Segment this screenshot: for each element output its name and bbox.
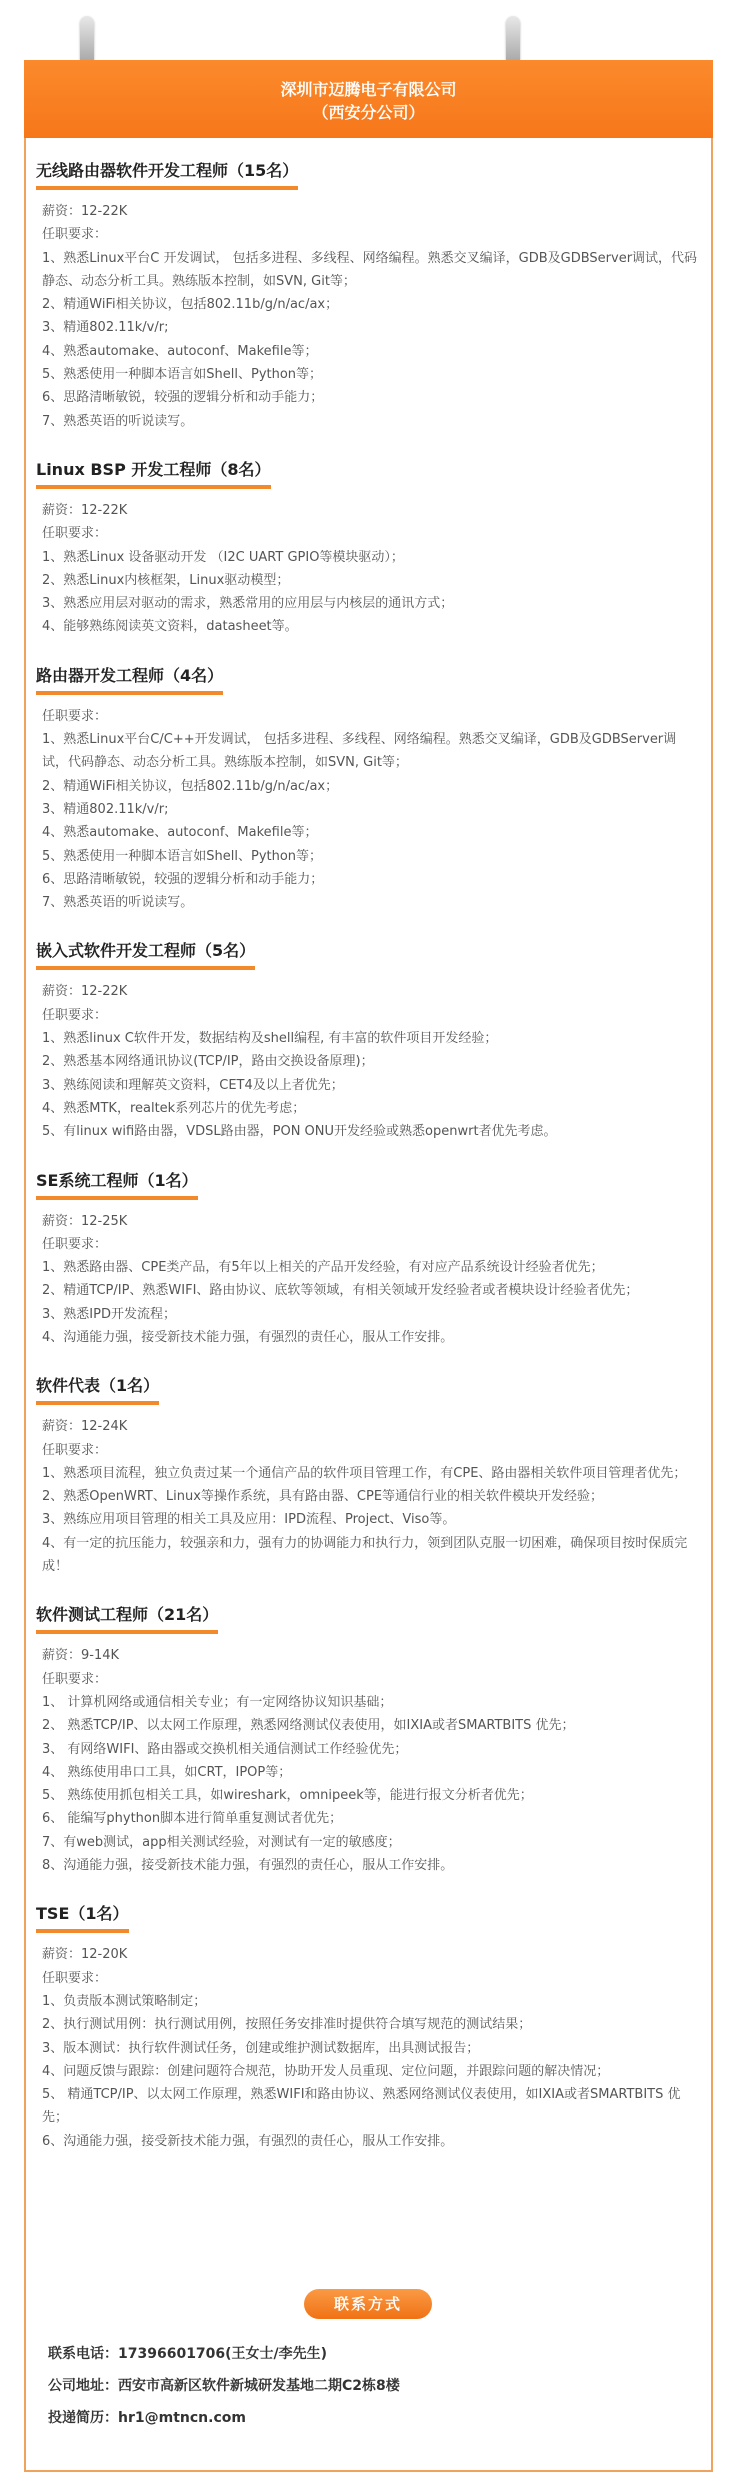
job-title: 路由器开发工程师（4名） — [36, 659, 223, 695]
requirement-line: 薪资：12-22K — [42, 502, 128, 518]
job-section — [36, 148, 701, 433]
requirement-line: 4、 熟练使用串口工具，如CRT，IPOP等； — [42, 1764, 292, 1780]
requirement-line: 3、熟悉IPD开发流程； — [42, 1306, 176, 1322]
requirement-line: 1、负责版本测试策略制定； — [42, 1993, 207, 2009]
requirement-line: 薪资：12-20K — [42, 1947, 128, 1963]
requirement-line: 任职要求： — [42, 708, 108, 724]
requirement-line: 任职要求： — [42, 1007, 108, 1023]
job-requirements — [36, 200, 701, 433]
requirement-line: 3、熟练阅读和理解英文资料，CET4及以上者优先； — [42, 1077, 344, 1093]
requirement-line: 薪资：9-14K — [42, 1648, 120, 1664]
requirement-line: 任职要求： — [42, 1671, 108, 1687]
requirement-line: 4、熟悉automake、autoconf、Makefile等； — [42, 825, 318, 841]
requirement-line: 薪资：12-24K — [42, 1419, 128, 1435]
requirement-line: 4、能够熟练阅读英文资料，datasheet等。 — [42, 619, 298, 635]
job-section — [36, 1891, 701, 2153]
job-title: 嵌入式软件开发工程师（5名） — [36, 934, 255, 970]
requirement-line: 3、熟练应用项目管理的相关工具及应用：IPD流程、Project、Viso等。 — [42, 1512, 456, 1528]
job-title: SE系统工程师（1名） — [36, 1164, 198, 1200]
requirement-line: 2、 熟悉TCP/IP、以太网工作原理，熟悉网络测试仪表使用，如IXIA或者SMARTBITS 优先； — [42, 1718, 575, 1734]
requirement-line: 2、精通WiFi相关协议，包括802.11b/g/n/ac/ax； — [42, 297, 339, 313]
job-title: 软件代表（1名） — [36, 1369, 159, 1405]
job-title: 软件测试工程师（21名） — [36, 1598, 218, 1634]
requirement-line: 5、有linux wifi路由器，VDSL路由器，PON ONU开发经验或熟悉openwrt者优先考虑。 — [42, 1124, 557, 1140]
job-requirements — [36, 1210, 701, 1350]
contact-address: 公司地址：西安市高新区软件新城研发基地二期C2栋8楼 — [48, 2378, 400, 2394]
job-section — [36, 1592, 701, 1877]
requirement-line: 3、熟悉应用层对驱动的需求，熟悉常用的应用层与内核层的通讯方式； — [42, 596, 454, 612]
job-requirements — [36, 499, 701, 639]
requirement-line: 任职要求： — [42, 1970, 108, 1986]
job-requirements — [36, 1415, 701, 1578]
job-title: Linux BSP 开发工程师（8名） — [36, 453, 271, 489]
contact-info — [48, 2338, 688, 2434]
contact-email[interactable]: 投递简历：hr1@mtncn.com — [48, 2410, 246, 2426]
job-title: 无线路由器软件开发工程师（15名） — [36, 154, 298, 190]
requirement-line: 5、 精通TCP/IP、以太网工作原理，熟悉WIFI和路由协议、熟悉网络测试仪表使用，如IXIA或者SMARTBITS 优先； — [42, 2087, 681, 2126]
requirement-line: 2、精通WiFi相关协议，包括802.11b/g/n/ac/ax； — [42, 778, 339, 794]
company-branch: （西安分公司） — [312, 103, 425, 122]
requirement-line: 4、熟悉MTK，realtek系列芯片的优先考虑； — [42, 1100, 306, 1116]
requirement-line: 2、精通TCP/IP、熟悉WIFI、路由协议、底软等领域，有相关领域开发经验者或者模块设计经验者优先； — [42, 1283, 639, 1299]
requirement-line: 1、熟悉项目流程，独立负责过某一个通信产品的软件项目管理工作，有CPE、路由器相关软件项目管理者优先； — [42, 1465, 687, 1481]
requirement-line: 4、沟通能力强，接受新技术能力强，有强烈的责任心，服从工作安排。 — [42, 1329, 454, 1345]
company-name: 深圳市迈腾电子有限公司 — [280, 80, 457, 99]
requirement-line: 1、熟悉路由器、CPE类产品，有5年以上相关的产品开发经验，有对应产品系统设计经验者优先； — [42, 1260, 604, 1276]
requirement-line: 任职要求： — [42, 1442, 108, 1458]
job-section — [36, 653, 701, 915]
requirement-line: 2、熟悉Linux内核框架，Linux驱动模型； — [42, 572, 290, 588]
requirement-line: 8、沟通能力强，接受新技术能力强，有强烈的责任心，服从工作安排。 — [42, 1858, 454, 1874]
job-section — [36, 928, 701, 1143]
requirement-line: 3、 有网络WIFI、路由器或交换机相关通信测试工作经验优先； — [42, 1741, 408, 1757]
requirement-line: 4、有一定的抗压能力，较强亲和力，强有力的协调能力和执行力，领到团队克服一切困难，确保项目按时保质完成！ — [42, 1535, 688, 1575]
requirement-line: 5、熟悉使用一种脚本语言如Shell、Python等； — [42, 848, 323, 864]
requirement-line: 3、精通802.11k/v/r; — [42, 320, 169, 336]
requirement-line: 6、思路清晰敏锐，较强的逻辑分析和动手能力； — [42, 871, 324, 887]
job-requirements — [36, 980, 701, 1143]
requirement-line: 1、熟悉linux C软件开发，数据结构及shell编程, 有丰富的软件项目开发经验； — [42, 1031, 498, 1047]
requirement-line: 3、版本测试：执行软件测试任务，创建或维护测试数据库，出具测试报告； — [42, 2040, 480, 2056]
requirement-line: 6、思路清晰敏锐，较强的逻辑分析和动手能力； — [42, 390, 324, 406]
requirement-line: 任职要求： — [42, 1236, 108, 1252]
requirement-line: 薪资：12-22K — [42, 984, 128, 1000]
requirement-line: 2、熟悉OpenWRT、Linux等操作系统，具有路由器、CPE等通信行业的相关软件模块开发经验； — [42, 1489, 604, 1505]
requirement-line: 2、执行测试用例：执行测试用例，按照任务安排准时提供符合填写规范的测试结果； — [42, 2017, 532, 2033]
job-requirements — [36, 1644, 701, 1877]
job-section — [36, 1363, 701, 1578]
requirement-line: 1、 计算机网络或通信相关专业；有一定网络协议知识基础； — [42, 1694, 393, 1710]
requirement-line: 1、熟悉Linux平台C 开发调试， 包括多进程、多线程、网络编程。熟悉交叉编译，GDB及GDBServer调试，代码静态、动态分析工具。熟练版本控制，如SVN, Git等； — [42, 250, 698, 289]
requirement-line: 5、熟悉使用一种脚本语言如Shell、Python等； — [42, 367, 323, 383]
job-requirements — [36, 705, 701, 915]
requirement-line: 7、熟悉英语的听说读写。 — [42, 895, 194, 911]
requirement-line: 6、沟通能力强，接受新技术能力强，有强烈的责任心，服从工作安排。 — [42, 2133, 454, 2149]
contact-button[interactable]: 联系方式 — [304, 2289, 432, 2319]
job-requirements — [36, 1943, 701, 2153]
job-title: TSE（1名） — [36, 1897, 129, 1933]
requirement-line: 4、熟悉automake、autoconf、Makefile等； — [42, 343, 318, 359]
requirement-line: 薪资：12-25K — [42, 1213, 128, 1229]
requirement-line: 7、熟悉英语的听说读写。 — [42, 413, 194, 429]
company-header — [24, 60, 713, 138]
requirement-line: 6、 能编写phython脚本进行简单重复测试者优先； — [42, 1811, 343, 1827]
requirement-line: 2、熟悉基本网络通讯协议(TCP/IP，路由交换设备原理)； — [42, 1054, 374, 1070]
requirement-line: 5、 熟练使用抓包相关工具，如wireshark，omnipeek等，能进行报文分析者优先； — [42, 1788, 533, 1804]
requirement-line: 4、问题反馈与跟踪：创建问题符合规范，协助开发人员重现、定位问题，并跟踪问题的解决情况； — [42, 2063, 610, 2079]
requirement-line: 3、精通802.11k/v/r; — [42, 801, 169, 817]
requirement-line: 1、熟悉Linux 设备驱动开发 （I2C UART GPIO等模块驱动）； — [42, 549, 404, 565]
job-section — [36, 1158, 701, 1350]
requirement-line: 1、熟悉Linux平台C/C++开发调试， 包括多进程、多线程、网络编程。熟悉交叉编译，GDB及GDBServer调试，代码静态、动态分析工具。熟练版本控制，如SVN, Git等； — [42, 732, 677, 771]
job-list — [36, 148, 701, 2167]
job-section — [36, 447, 701, 639]
requirement-line: 7、有web测试，app相关测试经验，对测试有一定的敏感度； — [42, 1834, 401, 1850]
contact-phone: 联系电话：17396601706(王女士/李先生) — [48, 2346, 328, 2362]
requirement-line: 薪资：12-22K — [42, 204, 128, 219]
requirement-line: 任职要求： — [42, 526, 108, 542]
requirement-line: 任职要求： — [42, 227, 108, 243]
